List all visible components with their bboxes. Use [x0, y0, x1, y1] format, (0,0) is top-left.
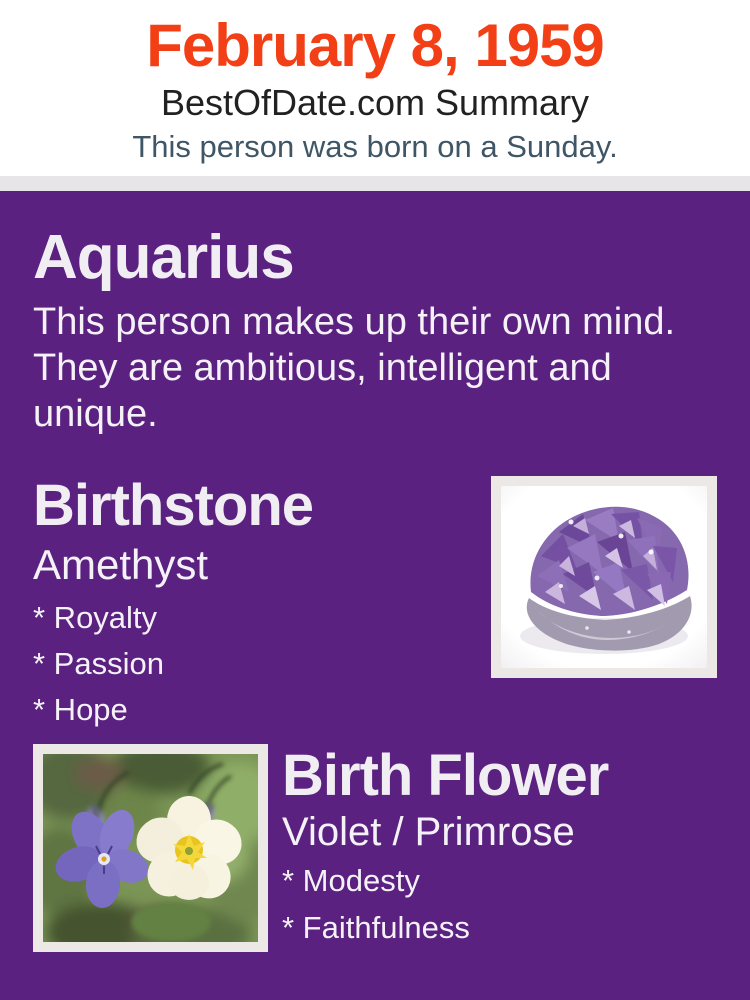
birth-flower-title: Birth Flower [282, 742, 609, 808]
violet-primrose-photo-icon [43, 754, 258, 942]
amethyst-photo-icon [501, 486, 707, 668]
born-day-line: This person was born on a Sunday. [132, 129, 618, 165]
birth-flower-trait: * Modesty [282, 862, 420, 898]
site-summary-title: BestOfDate.com Summary [160, 81, 590, 123]
birthstone-title: Birthstone [33, 473, 313, 539]
flower-photo-frame [33, 744, 268, 952]
birthstone-section [33, 474, 717, 727]
divider-strip [0, 176, 750, 191]
birthstone-trait: * Royalty [33, 599, 158, 635]
zodiac-description: This person makes up their own mind. They are ambitious, intelligent and unique. [33, 301, 676, 436]
zodiac-title: Aquarius [33, 223, 294, 292]
birth-flower-traits-list [282, 863, 608, 947]
birth-flower-name: Violet / Primrose [282, 810, 575, 855]
zodiac-section [33, 223, 717, 438]
birth-flower-section [33, 744, 717, 959]
main-purple-panel [0, 223, 750, 958]
header [0, 0, 750, 176]
birth-flower-trait: * Faithfulness [282, 910, 470, 946]
birth-flower-text [282, 744, 608, 959]
birthstone-trait: * Passion [33, 645, 164, 681]
amethyst-photo-frame [491, 476, 717, 678]
birthstone-trait: * Hope [33, 691, 128, 727]
birthstone-name: Amethyst [33, 541, 209, 589]
date-title: February 8, 1959 [146, 12, 604, 79]
